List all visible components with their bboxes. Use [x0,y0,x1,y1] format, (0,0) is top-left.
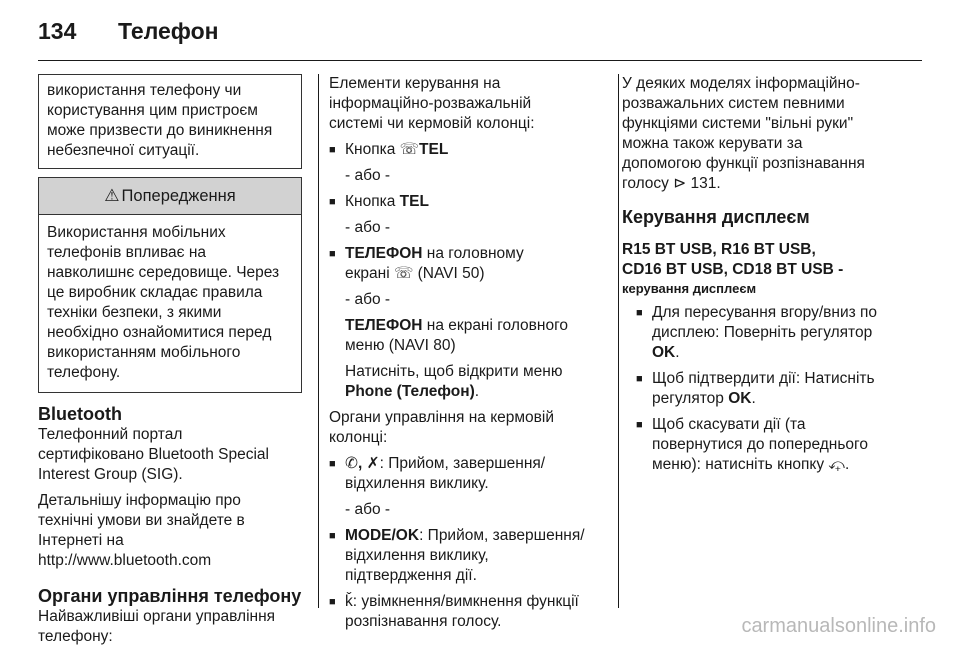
display-heading: Керування дисплеєм [622,207,810,227]
text-line: технічні умови ви знайдете в [38,512,245,529]
text-line: колонці: [329,429,388,446]
controls-para [38,607,302,647]
text-line: функціями системи "вільні руки" [622,115,854,132]
warning-header [39,178,301,215]
list-item [329,192,609,212]
phone-label: ТЕЛЕФОН [345,245,423,262]
text-line: повернутися до попереднього [652,436,868,453]
intro-para [622,74,904,194]
text: на екрані головного [422,317,569,334]
bluetooth-link[interactable]: http://www.bluetooth.com [38,552,212,569]
page-title: Телефон [118,18,219,44]
text-line: небезпечної ситуації. [47,142,200,159]
ok-label: OK [728,390,752,407]
controls-heading: Органи управління телефону [38,586,302,606]
text: регулятор [652,390,729,407]
list-item [329,140,609,160]
text: . [675,344,680,361]
text-line: можна також керувати за [622,135,803,152]
text-line: техніки безпеки, з якими [47,304,222,321]
text: . [474,383,480,400]
or-separator: - або - [345,167,391,184]
text-line: Детальнішу інформацію про [38,492,241,509]
page-number: 134 [38,18,77,44]
models-heading [622,240,904,297]
list-item [636,303,904,363]
text-line: використання телефону чи [47,82,242,99]
tel-label: TEL [419,141,449,158]
column-1 [38,74,302,647]
text: : увімкнення/вимкнення функції [352,593,579,610]
bluetooth-para-1 [38,425,302,485]
text-line: телефону. [47,364,121,381]
text-line: системі чи кермовій колонці: [329,115,535,132]
text-line: ■ Щоб скасувати дії (та [652,416,806,433]
text-line: Найважливіші органи управління [38,608,276,625]
press-note [329,362,609,402]
text: : Прийом, завершення/ [379,455,546,472]
text-line: розпізнавання голосу. [345,613,502,630]
text: Кнопка [345,141,400,158]
bluetooth-para-2 [38,491,302,571]
warning-box [38,177,302,393]
text-line: голосу ⊳ 131. [622,175,721,192]
text: Кнопка [345,193,400,210]
or-separator: - або - [345,291,391,308]
text-line: Елементи керування на [329,75,501,92]
text-line: телефону: [38,628,113,645]
ok-label: OK [652,344,676,361]
list-item-continuation [329,316,609,356]
list-item [636,415,904,475]
text-line: використанням мобільного [47,344,241,361]
text-line: користування цим пристроєм [47,102,258,119]
page-header [38,14,219,48]
text-line: меню (NAVI 80) [345,337,456,354]
text-line: R15 BT USB, R16 BT USB, [622,241,816,258]
text-line: розважальних систем певними [622,95,845,112]
watermark: carmanualsonline.info [741,615,936,637]
text-line: сертифіковано Bluetooth Special [38,446,269,463]
intro-para [329,74,609,134]
text: . [751,390,756,407]
text-line: відхилення виклику, [345,547,489,564]
warning-icon: ⚠ [104,186,120,205]
text-line: навколишнє середовище. Через [47,264,280,281]
column-3 [622,74,904,475]
voice-icon: ǩ [345,593,353,610]
call-icons: ✆, ✗ [345,455,380,472]
column-divider-2 [618,74,619,608]
text-line: допомогою функції розпізнавання [622,155,865,172]
text-line: екрані ☏ (NAVI 50) [345,265,485,282]
text-line: це виробник складає правила [47,284,263,301]
text-line: ■ Щоб підтвердити дії: Натисніть [652,370,875,387]
list-item [329,592,609,632]
text-line: Органи управління на кермовій [329,409,554,426]
text-line: меню): натисніть кнопку ⤽. [652,456,850,473]
text-line: керування дисплеєм [622,281,757,296]
wheel-para [329,408,609,448]
list-item [329,454,609,494]
text-line: дисплею: Поверніть регулятор [652,324,873,341]
text-line: Interest Group (SIG). [38,466,183,483]
phone-icon: ☏ [399,141,420,158]
bluetooth-heading: Bluetooth [38,404,122,424]
list-item [329,526,609,586]
text-line: підтвердження дії. [345,567,477,584]
warning-title: Попередження [121,187,236,205]
text-line: може призвести до виникнення [47,122,273,139]
tel-label: TEL [399,193,429,210]
phone-label: ТЕЛЕФОН [345,317,423,334]
phone-menu-label: Phone (Телефон) [345,383,475,400]
text-line: У деяких моделях інформаційно- [622,75,860,92]
column-divider-1 [318,74,319,608]
list-item [329,244,609,284]
text-line: Використання мобільних [47,224,226,241]
or-separator: - або - [345,219,391,236]
text-line: необхідно ознайомитися перед [47,324,272,341]
column-2 [329,74,609,632]
text-line: Натисніть, щоб відкрити меню [345,363,563,380]
text-line: відхилення виклику. [345,475,489,492]
text-line: Інтернеті на [38,532,124,549]
list-item [636,369,904,409]
or-separator: - або - [345,501,391,518]
text-line: CD16 BT USB, CD18 BT USB - [622,261,844,278]
text-line: інформаційно-розважальній [329,95,532,112]
mode-ok-label: MODE/OK [345,527,420,544]
text-line: Телефонний портал [38,426,183,443]
text-line: телефонів впливає на [47,244,207,261]
text: : Прийом, завершення/ [419,527,585,544]
caution-box [38,74,302,169]
warning-body [39,215,301,392]
text: на головному [422,245,524,262]
header-rule [38,60,922,61]
text-line: ■ Для пересування вгору/вниз по [652,304,878,321]
